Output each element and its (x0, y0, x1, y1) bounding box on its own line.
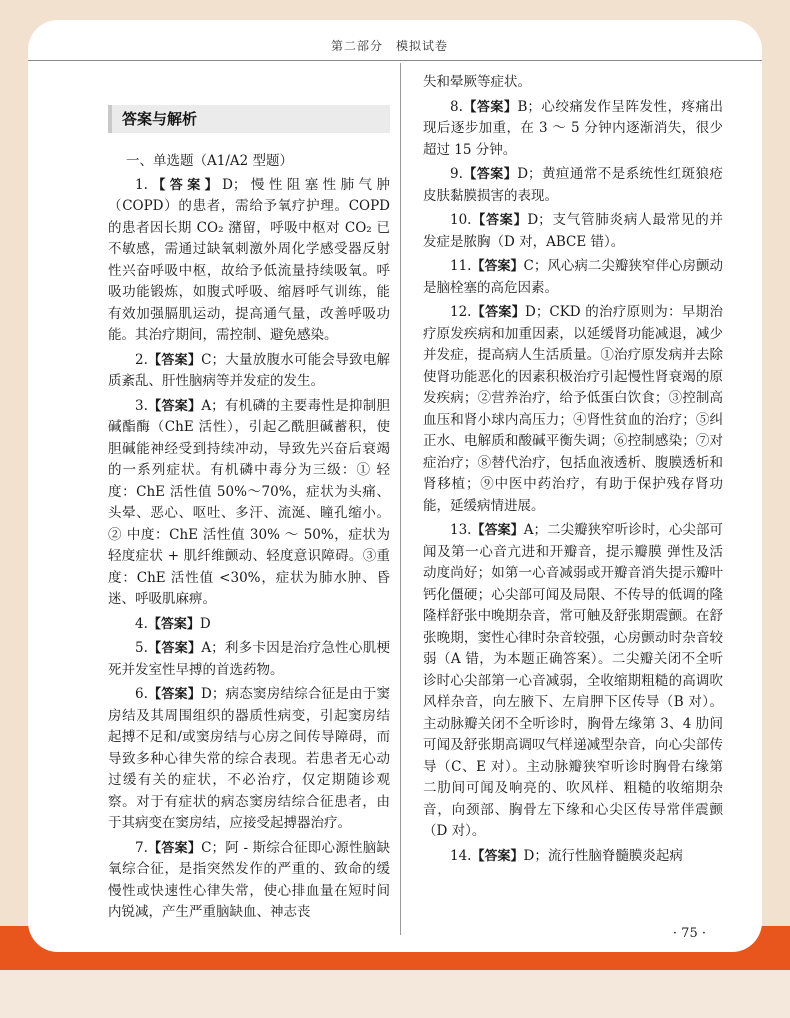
answer-text: A；二尖瓣狭窄听诊时，心尖部可闻及第一心音亢进和开瓣音，提示瓣膜 弹性及活动度尚好；如第一心音减弱或开瓣音消失提示瓣叶钙化僵硬；心尖部可闻及局限、不传导的低调的隆隆样舒张中晚期杂音，常可触及舒张期震颤。在舒张晚期，窦性心律时杂音较强，心房颤动时杂音较弱（A 错，为本题正确答案）。二尖瓣关闭不全听诊时心尖部第一心音减弱，全收缩期粗糙的高调吹风样杂音，向左腋下、左肩胛下区传导（B 对）。主动脉瓣关闭不全听诊时，胸骨左缘第 3、4 肋间可闻及舒张期高调叹气样递减型杂音，向心尖部传导（C、E 对）。主动脉瓣狭窄听诊时胸骨右缘第二肋间可闻及响亮的、吹风样、粗糙的收缩期杂音，向颈部、胸骨左下缘和心尖区传导常伴震颤（D 对）。 (423, 522, 723, 839)
section-title: 答案与解析 (122, 110, 198, 128)
answer-text: B；心绞痛发作呈阵发性，疼痛出现后逐步加重，在 3 ～ 5 分钟内逐渐消失，很少超过 15 分钟。 (423, 98, 723, 158)
answer-text: D；病态窦房结综合征是由于窦房结及其周围组织的器质性病变，引起窦房结起搏不足和/或窦房结与心房之间传导障碍，而导致多种心律失常的综合表现。若患者无心动过缓有关的症状，不必治疗，仅定期随诊观察。对于有症状的病态窦房结综合征患者，由于其病变在窦房结，应接受起搏器治疗。 (108, 686, 390, 831)
answer-text: A；有机磷的主要毒性是抑制胆碱酯酶（ChE 活性），引起乙酰胆碱蓄积，使胆碱能神经受到持续冲动，导致先兴奋后衰竭的一系列症状。有机磷中毒分为三级：① 轻度：ChE 活性值 50%～70%，症状为头痛、头晕、恶心、呕吐、多汗、流涎、瞳孔缩小。② 中度：ChE 活性值 30% ～ 50%，症状为轻度症状 + 肌纤维颤动、轻度意识障碍。③重度：ChE 活性值 <30%，症状为肺水肿、昏迷、呼吸肌麻痹。 (108, 397, 390, 607)
answer-item (423, 846, 723, 868)
answer-item (108, 350, 390, 393)
answer-text: A；利多卡因是治疗急性心肌梗死并发室性早搏的首选药物。 (108, 640, 390, 678)
answer-item (108, 684, 390, 835)
left-answer-list (108, 175, 390, 924)
answer-label: 【答案】 (471, 259, 524, 274)
answer-label: 【答案】 (147, 398, 202, 414)
answer-text: C；大量放腹水可能会导致电解质紊乱、肝性脑病等并发症的发生。 (108, 351, 390, 389)
answer-label: 【答案】 (462, 99, 518, 115)
answer-label: 【答案】 (462, 167, 518, 182)
section-title-box (108, 105, 390, 133)
answer-label: 【答案】 (471, 305, 526, 320)
item-number: 11. (450, 258, 472, 274)
answer-label: 【答案】 (147, 352, 202, 368)
subheading: 一、单选题（A1/A2 型题） (126, 153, 294, 169)
item-number: 2. (135, 351, 148, 368)
header-title: 第二部分 模拟试卷 (330, 39, 448, 53)
column-divider (400, 63, 401, 935)
answer-label: 【答案】 (147, 641, 202, 656)
answer-item (108, 614, 390, 636)
answer-item (108, 838, 390, 924)
answer-text: D；慢性阻塞性肺气肿（COPD）的患者，需给予氧疗护理。COPD的患者因长期 CO₂ 潴留，呼吸中枢对 CO₂ 已不敏感，需通过缺氧刺激外周化学感受器反射性兴奋呼吸中枢，故给予低流量持续吸氧。呼吸功能锻炼，如腹式呼吸、缩唇呼气训练，能有效加强膈肌运动，提高通气量，改善呼吸功能。其治疗期间，需控制、避免感染。 (108, 176, 390, 343)
answer-item (423, 256, 723, 299)
book-page (28, 20, 762, 952)
answer-item (423, 164, 723, 207)
answer-item (423, 210, 723, 253)
left-column (108, 105, 390, 927)
item-number: 13. (450, 522, 472, 538)
answer-item (108, 396, 390, 611)
item-number: 10. (450, 212, 472, 228)
page-header (28, 20, 762, 64)
answer-label: 【答案】 (147, 687, 201, 702)
answer-label: 【答案】 (147, 840, 202, 856)
answer-text: D；支气管肺炎病人最常见的并发症是脓胸（D 对，ABCE 错）。 (423, 212, 723, 250)
item-number: 6. (135, 686, 148, 702)
answer-text: D (199, 615, 211, 632)
answer-item (423, 302, 723, 517)
answer-text: C；风心病二尖瓣狭窄伴心房颤动是脑栓塞的高危因素。 (423, 258, 723, 296)
answer-item (108, 638, 390, 681)
item-number: 12. (450, 304, 472, 320)
item-number: 14. (450, 847, 472, 864)
right-column (423, 72, 723, 870)
continued-text: 失和晕厥等症状。 (423, 74, 531, 90)
answer-item (108, 175, 390, 347)
right-answer-list (423, 97, 723, 868)
item-number: 4. (135, 615, 148, 632)
answer-label: 【答案】 (147, 616, 200, 632)
answer-item (423, 520, 723, 843)
answer-item (423, 97, 723, 162)
answer-text: D；CKD 的治疗原则为：早期治疗原发疾病和加重因素，以延缓肾功能减退，减少并发症，提高病人生活质量。①治疗原发病并去除使肾功能恶化的因素积极治疗引起慢性肾衰竭的原发疾病；②营养治疗，给予低蛋白饮食；③控制高血压和肾小球内高压力；④肾性贫血的治疗；⑤纠正水、电解质和酸碱平衡失调；⑥控制感染；⑦对症治疗；⑧替代治疗，包括血液透析、腹膜透析和肾移植；⑨中医中药治疗，有助于保护残存肾功能，延缓病情进展。 (423, 304, 723, 514)
item-number: 7. (135, 839, 148, 856)
answer-label: 【答案】 (471, 848, 524, 864)
item-number: 1. (135, 176, 148, 193)
answer-label: 【答案】 (471, 213, 528, 228)
item-number: 8. (450, 98, 463, 115)
answer-text: C；阿 - 斯综合征即心源性脑缺氧综合征，是指突然发作的严重的、致命的缓慢性或快速性心律失常，使心排血量在短时间内锐减，产生严重脑缺血、神志丧 (108, 839, 390, 920)
page-number: · 75 · (672, 926, 706, 941)
item-number: 5. (135, 640, 148, 656)
answer-text: D；流行性脑脊髓膜炎起病 (523, 847, 683, 864)
answer-label: 【答案】 (471, 523, 524, 538)
answer-label: 【答案】 (147, 177, 223, 193)
item-number: 9. (450, 166, 463, 182)
header-rule (28, 60, 762, 61)
item-number: 3. (135, 397, 148, 414)
answer-text: D；黄疸通常不是系统性红斑狼疮皮肤黏膜损害的表现。 (423, 166, 723, 204)
